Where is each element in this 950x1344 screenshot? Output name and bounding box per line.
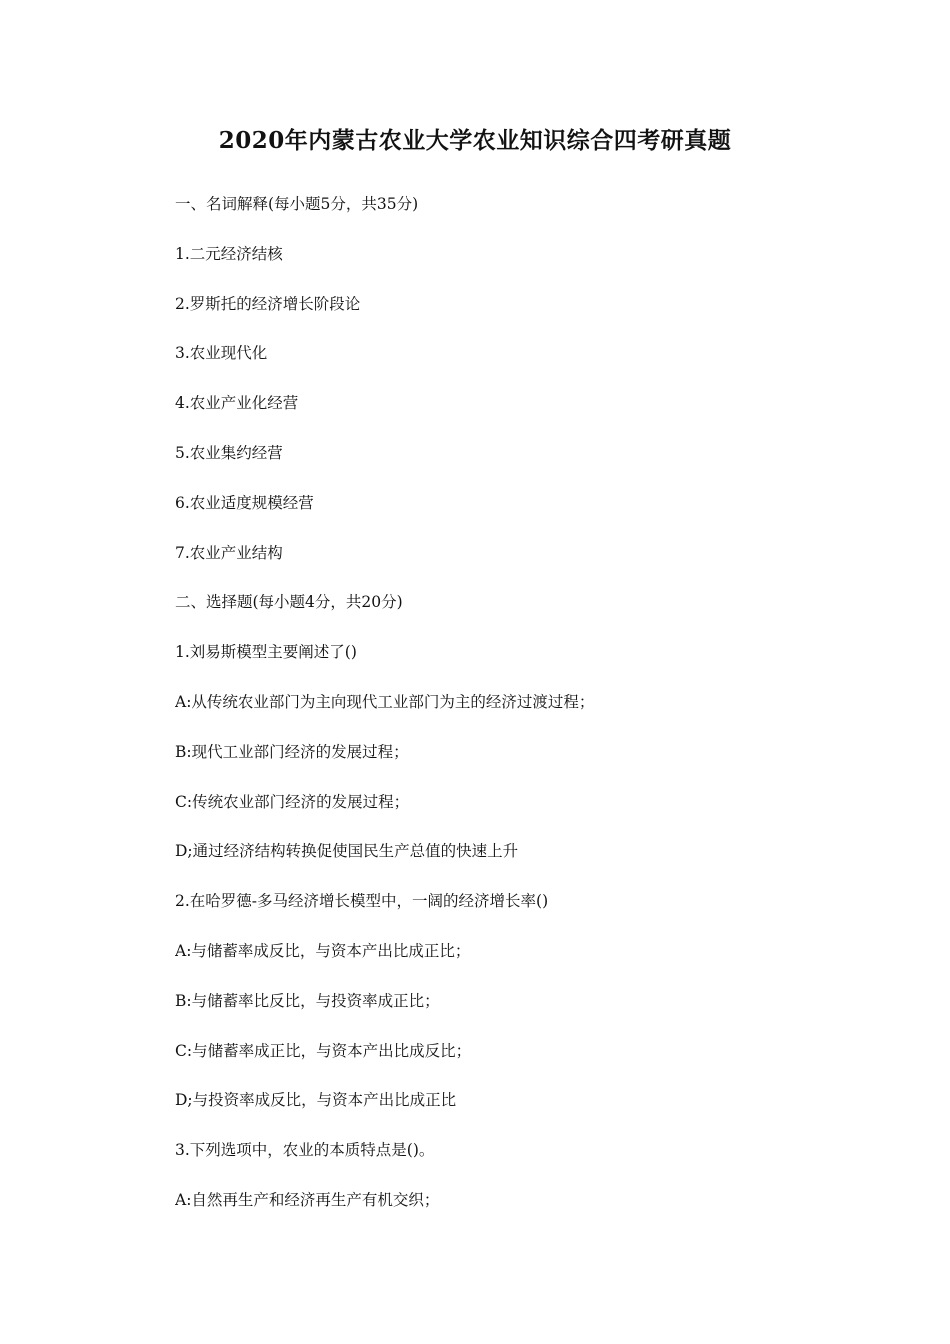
term-item: 2.罗斯托的经济增长阶段论: [175, 294, 361, 313]
answer-option: B:与储蓄率比反比，与投资率成正比；: [175, 991, 440, 1010]
answer-option: A:从传统农业部门为主向现代工业部门为主的经济过渡过程；: [175, 692, 595, 711]
answer-option: A:自然再生产和经济再生产有机交织；: [175, 1190, 440, 1209]
term-item: 6.农业适度规模经营: [175, 493, 314, 512]
section-heading-choice: 二、选择题(每小题4分，共20分): [175, 593, 403, 612]
term-item: 5.农业集约经营: [175, 443, 283, 462]
document-title: 2020年内蒙古农业大学农业知识综合四考研真题: [218, 127, 732, 154]
answer-option: D;通过经济结构转换促使国民生产总值的快速上升: [175, 842, 519, 861]
question-text: 2.在哈罗德-多马经济增长模型中，一阔的经济增长率(): [175, 892, 549, 911]
term-item: 3.农业现代化: [175, 344, 268, 363]
term-item: 4.农业产业化经营: [175, 394, 299, 413]
answer-option: D;与投资率成反比，与资本产出比成正比: [175, 1091, 457, 1110]
question-text: 3.下列选项中，农业的本质特点是()。: [175, 1141, 435, 1160]
answer-option: B:现代工业部门经济的发展过程；: [175, 742, 409, 761]
answer-option: A:与储蓄率成反比，与资本产出比成正比；: [175, 941, 471, 960]
term-item: 7.农业产业结构: [175, 543, 283, 562]
term-item: 1.二元经济结核: [175, 244, 283, 263]
answer-option: C:与储蓄率成正比，与资本产出比成反比；: [175, 1041, 472, 1060]
question-text: 1.刘易斯模型主要阐述了(): [175, 643, 357, 662]
answer-option: C:传统农业部门经济的发展过程；: [175, 792, 410, 811]
section-heading-definitions: 一、名词解释(每小题5分，共35分): [175, 195, 419, 213]
document-body: [175, 190, 895, 1236]
